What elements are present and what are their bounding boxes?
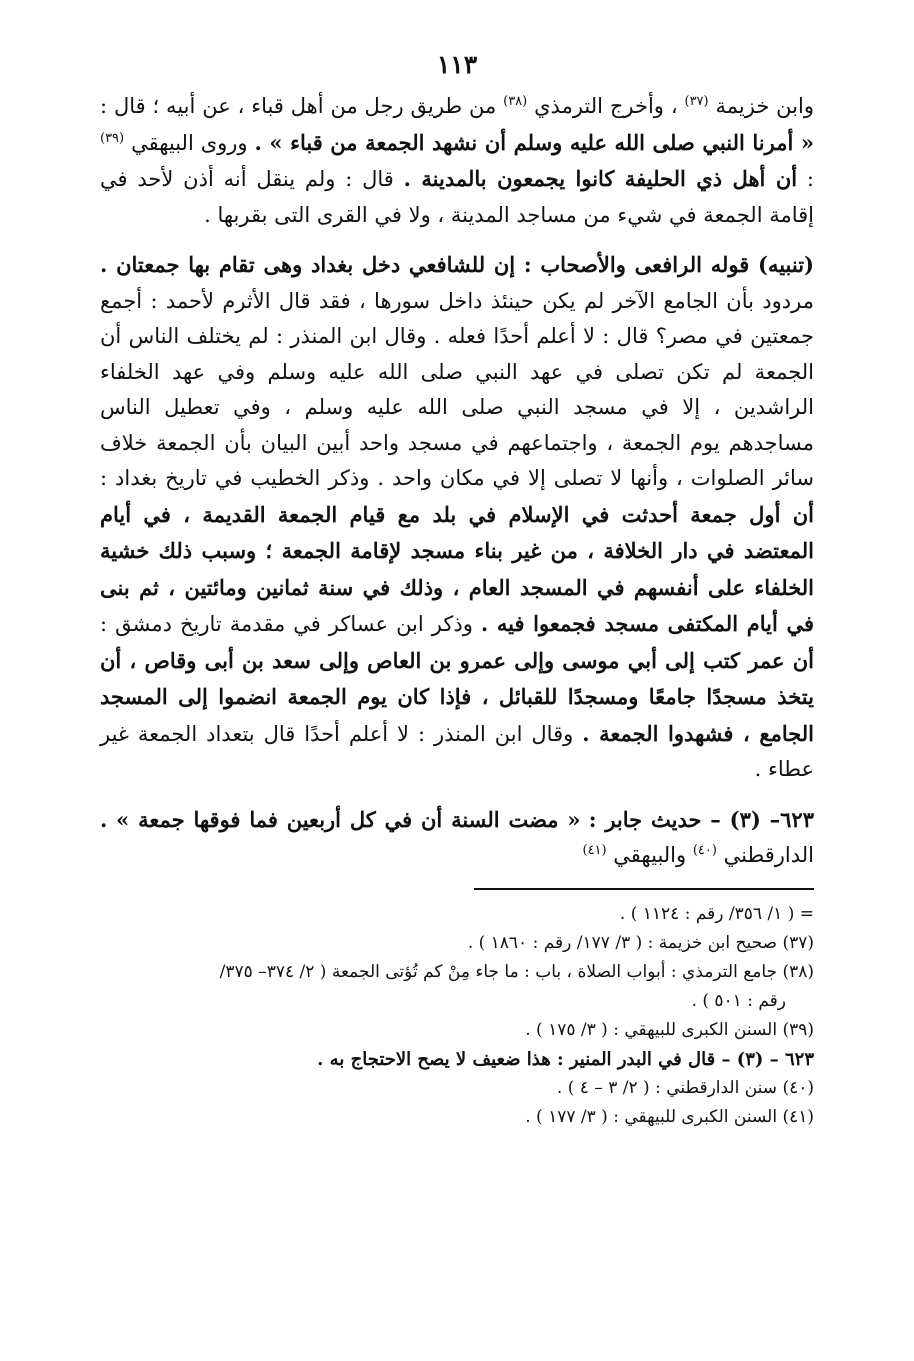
- text-span: وقال ابن المنذر : لا أعلم أحدًا قال بتعداد الجمعة غير عطاء .: [100, 721, 814, 781]
- text-span: والبيهقي: [613, 843, 687, 867]
- page-number: ١١٣: [436, 50, 478, 79]
- text-span: من طريق رجل من أهل قباء ، عن أبيه ؛ قال :: [100, 94, 497, 118]
- footnote-continuation: = ( ١/ ٣٥٦/ رقم : ١١٢٤ ) .: [619, 903, 814, 924]
- footnote-divider: [474, 888, 814, 890]
- text-span: الدارقطني: [723, 843, 814, 867]
- bold-quote: « مضت السنة أن في كل أربعين فما فوقها جمعة » .: [100, 806, 581, 832]
- paragraph-1: [100, 89, 814, 233]
- paragraph-2: [100, 247, 814, 788]
- main-text: [100, 89, 814, 874]
- footnote-623: ٦٢٣ – (٣) – قال في البدر المنير : هذا ضعيف لا يصح الاحتجاج به .: [317, 1048, 814, 1070]
- footnote-40: (٤٠) سنن الدارقطني : ( ٢/ ٣ – ٤ ) .: [556, 1077, 814, 1098]
- footnote-ref-41: (٤١): [582, 843, 607, 858]
- footnote-ref-40: (٤٠): [692, 843, 717, 858]
- paragraph-3: [100, 802, 814, 874]
- footnote-38: (٣٨) جامع الترمذي : أبواب الصلاة ، باب : ما جاء مِنْ كم تُؤتى الجمعة ( ٢/ ٣٧٤– ٣٧٥/: [219, 961, 814, 982]
- text-span: مردود بأن الجامع الآخر لم يكن حينئذ داخل سورها ، فقد قال الأثرم لأحمد : أجمع جمعتين في مصر؟ قال : لا أعلم أحدًا فعله . وقال ابن المنذر : لم يختلف الناس أن الجمعة لم تكن تصلى في عهد النبي صلى الله عليه وسلم وفي عهد الخلفاء الراشدين ، إلا في مسجد النبي صلى الله عليه وسلم ، وفي تعطيل الناس مساجدهم يوم الجمعة ، واجتماعهم في مسجد واحد أبين البيان بأن الجمعة خلاف سائر الصلوات ، وأنها لا تصلى إلا في مكان واحد . وذكر الخطيب في تاريخ بغداد :: [100, 288, 814, 490]
- footnote-39: (٣٩) السنن الكبرى للبيهقي : ( ٣/ ١٧٥ ) .: [525, 1019, 814, 1040]
- footnote-ref-38: (٣٨): [503, 94, 528, 109]
- footnote-37: (٣٧) صحيح ابن خزيمة : ( ٣/ ١٧٧/ رقم : ١٨٦٠ ) .: [467, 932, 814, 953]
- text-span: قال : ولم ينقل أنه أذن لأحد في إقامة الجمعة في شيء من مساجد المدينة ، ولا في القرى التى بقربها .: [100, 167, 814, 227]
- text-span: ، وأخرج الترمذي: [534, 94, 678, 118]
- bold-heading: (تنبيه) قوله الرافعى والأصحاب : إن للشافعي دخل بغداد وهى تقام بها جمعتان .: [100, 252, 814, 277]
- text-span: وروى البيهقي: [131, 130, 248, 155]
- hadith-number: ٦٢٣– (٣) – حديث جابر :: [588, 806, 814, 832]
- text-span: وذكر ابن عساكر في مقدمة تاريخ دمشق :: [100, 612, 473, 636]
- bold-quote: أن عمر كتب إلى أبي موسى وإلى عمرو بن العاص وإلى سعد بن أبى وقاص ، أن يتخذ مسجدًا جامعًا ومسجدًا للقبائل ، فإذا كان يوم الجمعة انضموا إلى المسجد الجامع ، فشهدوا الجمعة .: [100, 647, 815, 746]
- bold-quote: أن أول جمعة أحدثت في الإسلام في بلد مع قيام الجمعة القديمة ، في أيام المعتضد في دار الخلافة ، من غير بناء مسجد لإقامة الجمعة ؛ وسبب ذلك خشية الخلفاء على أنفسهم في المسجد العام ، وذلك في سنة ثمانين ومائتين ، ثم بنى في أيام المكتفى مسجد فجمعوا فيه .: [100, 501, 814, 636]
- bold-quote: « أمرنا النبي صلى الله عليه وسلم أن نشهد الجمعة من قباء » .: [254, 129, 814, 155]
- text-span: :: [806, 167, 814, 191]
- footnote-ref-37: (٣٧): [684, 94, 709, 109]
- footnotes: [100, 900, 814, 1132]
- text-span: وابن خزيمة: [715, 94, 814, 118]
- footnote-38-continued: رقم : ٥٠١ ) .: [691, 990, 786, 1011]
- footnote-ref-39: (٣٩): [100, 130, 125, 146]
- footnote-41: (٤١) السنن الكبرى للبيهقي : ( ٣/ ١٧٧ ) .: [525, 1106, 814, 1127]
- bold-quote: أن أهل ذي الحليفة كانوا يجمعون بالمدينة .: [403, 166, 798, 191]
